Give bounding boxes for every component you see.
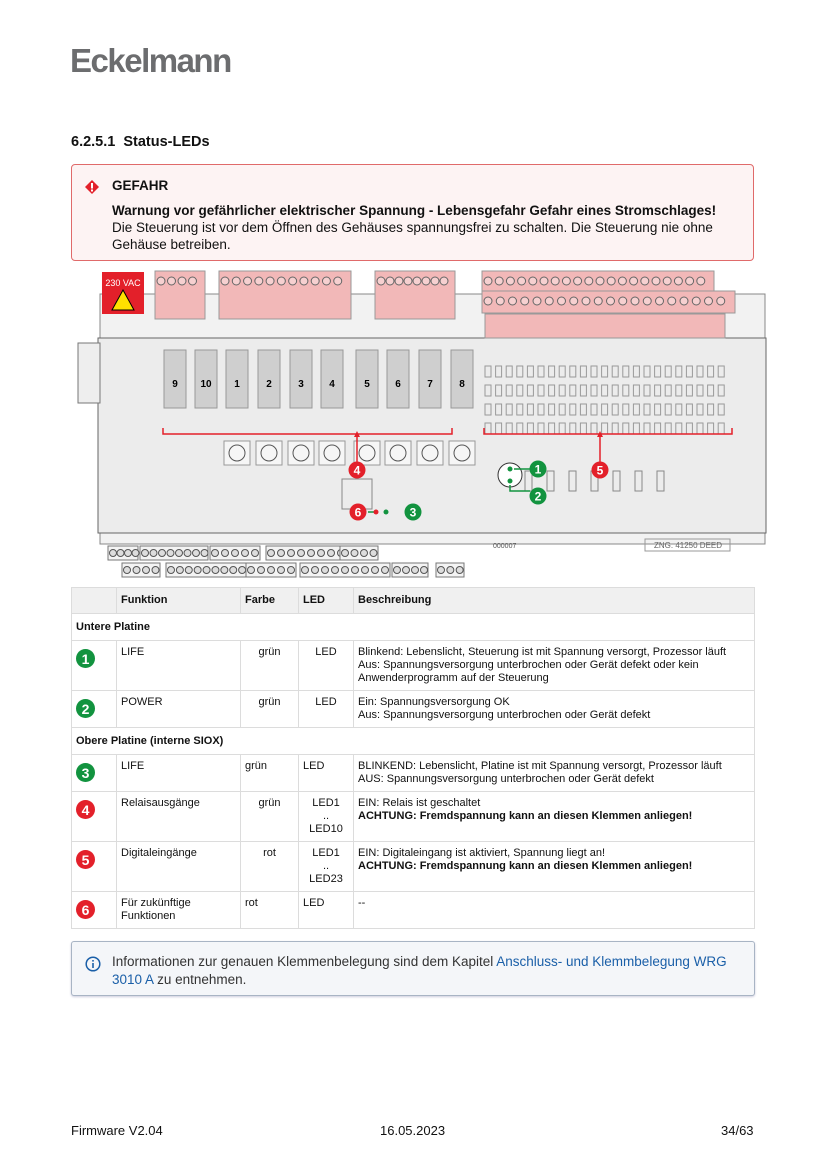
terminal-screw: [124, 567, 131, 574]
table-row: [72, 691, 755, 728]
column-header: LED: [299, 588, 354, 614]
callout-number: 4: [353, 463, 361, 478]
led-cell: LED: [299, 691, 354, 728]
chapter-link[interactable]: Anschluss- und Klemmbelegung WRG 3010 A: [112, 954, 727, 987]
part-number: ZNG. 41250 DEED: [654, 541, 723, 550]
callout-number: 1: [534, 462, 542, 477]
terminal-screw: [168, 567, 175, 574]
table-section-row: [72, 614, 755, 641]
life-led: [508, 467, 513, 472]
table-row: [72, 755, 755, 792]
terminal-screw: [311, 277, 319, 285]
terminal-screw: [386, 277, 394, 285]
terminal-screw: [322, 277, 330, 285]
funktion-cell: Relaisausgänge: [117, 792, 241, 842]
terminal-screw: [300, 277, 308, 285]
description-line: EIN: Relais ist geschaltet: [358, 797, 481, 809]
terminal-screw: [203, 567, 210, 574]
farbe-cell: rot: [241, 842, 299, 892]
description-cell: [354, 691, 755, 728]
relay-number: 10: [200, 379, 212, 390]
terminal-screw: [705, 297, 713, 305]
relay-number: 1: [234, 379, 240, 390]
section-label: Untere Platine: [72, 614, 755, 641]
callout-number: 3: [409, 505, 417, 520]
table-section-row: [72, 728, 755, 755]
terminal-screw: [362, 567, 369, 574]
terminal-screw: [168, 277, 176, 285]
terminal-screw: [370, 550, 377, 557]
terminal-screw: [244, 277, 252, 285]
terminal-screw: [352, 567, 359, 574]
table-row: [72, 641, 755, 691]
terminal-screw: [342, 550, 349, 557]
terminal-screw: [412, 567, 419, 574]
info-icon: [85, 956, 101, 972]
led-cell: LED: [299, 892, 354, 929]
terminal-screw: [382, 567, 389, 574]
info-text: Informationen zur genauen Klemmenbelegung sind dem Kapitel: [112, 954, 497, 969]
terminal-screw: [495, 277, 503, 285]
callout-badge: 2: [76, 699, 95, 718]
terminal-screw: [540, 277, 548, 285]
terminal-screw: [117, 550, 124, 557]
terminal-screw: [438, 567, 445, 574]
warning-line: ACHTUNG: Fremdspannung kann an diesen Klemmen anliegen!: [358, 860, 693, 872]
column-header: Beschreibung: [354, 588, 755, 614]
terminal-screw: [631, 297, 639, 305]
terminal-screw: [422, 277, 430, 285]
section-title: Status-LEDs: [123, 134, 210, 150]
terminal-screw: [318, 550, 325, 557]
table-row: [72, 842, 755, 892]
relay-number: 4: [329, 379, 335, 390]
description-cell: [354, 892, 755, 929]
column-header: Farbe: [241, 588, 299, 614]
terminal-screw: [194, 567, 201, 574]
terminal-screw: [159, 550, 166, 557]
terminal-screw: [178, 277, 186, 285]
danger-headline: Warnung vor gefährlicher elektrischer Spannung - Lebensgefahr Gefahr eines Stromschlages!: [112, 203, 717, 218]
description-cell: [354, 792, 755, 842]
led-cell: LED: [299, 755, 354, 792]
terminal-screw: [298, 550, 305, 557]
terminal-screw: [288, 550, 295, 557]
terminal-screw: [496, 297, 504, 305]
danger-title: GEFAHR: [112, 178, 169, 193]
callout-badge: 5: [76, 850, 95, 869]
terminal-screw: [334, 277, 342, 285]
funktion-cell: LIFE: [117, 755, 241, 792]
footer-date: 16.05.2023: [380, 1123, 446, 1138]
terminal-screw: [394, 567, 401, 574]
description-line: Aus: Spannungsversorgung unterbrochen oder Gerät defekt: [358, 709, 651, 721]
table-row: [72, 792, 755, 842]
terminal-screw: [221, 277, 229, 285]
terminal-screw: [431, 277, 439, 285]
terminal-screw: [521, 297, 529, 305]
description-cell: [354, 641, 755, 691]
terminal-screw: [618, 277, 626, 285]
terminal-screw: [332, 567, 339, 574]
terminal-screw: [692, 297, 700, 305]
relay-number: 2: [266, 379, 272, 390]
terminal-screw: [212, 567, 219, 574]
terminal-screw: [545, 297, 553, 305]
terminal-screw: [351, 550, 358, 557]
led-cell: LED1 .. LED23: [299, 842, 354, 892]
terminal-screw: [377, 277, 385, 285]
terminal-screw: [150, 550, 157, 557]
terminal-screw: [533, 297, 541, 305]
side-connector: [78, 343, 100, 403]
power-led: [508, 479, 513, 484]
led-cell: LED1 .. LED10: [299, 792, 354, 842]
terminal-screw: [125, 550, 132, 557]
section-label: Obere Platine (interne SIOX): [72, 728, 755, 755]
terminal-screw: [607, 297, 615, 305]
terminal-screw: [143, 567, 150, 574]
terminal-screw: [342, 567, 349, 574]
description-cell: [354, 842, 755, 892]
relay-number: 8: [459, 379, 465, 390]
terminal-screw: [518, 277, 526, 285]
footer-page: 34/63: [721, 1123, 754, 1138]
funktion-cell: POWER: [117, 691, 241, 728]
voltage-label: 230 VAC: [105, 278, 141, 288]
terminal-screw: [110, 550, 117, 557]
led-cell: LED: [299, 641, 354, 691]
terminal-screw: [268, 567, 275, 574]
description-cell: [354, 755, 755, 792]
terminal-screw: [239, 567, 246, 574]
callout-badge: 1: [76, 649, 95, 668]
terminal-screw: [619, 297, 627, 305]
terminal-screw: [558, 297, 566, 305]
terminal-screw: [404, 277, 412, 285]
terminal-screw: [551, 277, 559, 285]
terminal-screw: [222, 550, 229, 557]
terminal-screw: [596, 277, 604, 285]
farbe-cell: rot: [241, 892, 299, 929]
relay-number: 5: [364, 379, 370, 390]
terminal-screw: [717, 297, 725, 305]
terminal-screw: [403, 567, 410, 574]
terminal-screw: [440, 277, 448, 285]
terminal-screw: [248, 567, 255, 574]
funktion-cell: Für zukünftige Funktionen: [117, 892, 241, 929]
terminal-screw: [529, 277, 537, 285]
column-header: [72, 588, 117, 614]
terminal-screw: [630, 277, 638, 285]
info-suffix: zu entnehmen.: [153, 972, 247, 987]
terminal-screw: [288, 567, 295, 574]
eckelmann-logo: Eckelmann: [70, 42, 231, 79]
callout-badge: 6: [76, 900, 95, 919]
relay-number: 9: [172, 379, 178, 390]
terminal-screw: [312, 567, 319, 574]
terminal-screw: [193, 550, 200, 557]
terminal-screw: [252, 550, 259, 557]
future-led: [374, 510, 379, 515]
terminal-screw: [656, 297, 664, 305]
terminal-screw: [668, 297, 676, 305]
terminal-screw: [674, 277, 682, 285]
terminal-screw: [278, 550, 285, 557]
column-header: Funktion: [117, 588, 241, 614]
terminal-screw: [663, 277, 671, 285]
relay-number: 7: [427, 379, 433, 390]
section-heading: [71, 134, 210, 150]
terminal-screw: [242, 550, 249, 557]
terminal-screw: [167, 550, 174, 557]
terminal-screw: [680, 297, 688, 305]
terminal-screw: [562, 277, 570, 285]
terminal-screw: [361, 550, 368, 557]
terminal-screw: [607, 277, 615, 285]
terminal-screw: [302, 567, 309, 574]
terminal-screw: [509, 297, 517, 305]
relay-number: 6: [395, 379, 401, 390]
info-notice: [71, 941, 755, 996]
danger-notice: [71, 164, 754, 261]
description-line: Ein: Spannungsversorgung OK: [358, 696, 510, 708]
terminal-screw: [447, 567, 454, 574]
funktion-cell: LIFE: [117, 641, 241, 691]
serial-number: 000007: [493, 543, 517, 550]
terminal-screw: [132, 550, 139, 557]
callout-number: 6: [354, 505, 362, 520]
terminal-screw: [484, 277, 492, 285]
terminal-screw: [232, 550, 239, 557]
callout-badge: 4: [76, 800, 95, 819]
footer-firmware: Firmware V2.04: [71, 1123, 163, 1138]
terminal-screw: [184, 550, 191, 557]
status-led-table: [71, 587, 755, 929]
terminal-screw: [322, 567, 329, 574]
terminal-screw: [232, 277, 240, 285]
warning-line: ACHTUNG: Fremdspannung kann an diesen Klemmen anliegen!: [358, 810, 693, 822]
terminal-screw: [506, 277, 514, 285]
terminal-screw: [308, 550, 315, 557]
terminal-screw: [189, 277, 197, 285]
controller-diagram: [70, 266, 770, 584]
terminal-screw: [328, 550, 335, 557]
terminal-screw: [230, 567, 237, 574]
terminal-screw: [686, 277, 694, 285]
terminal-screw: [142, 550, 149, 557]
terminal-screw: [266, 277, 274, 285]
terminal-screw: [176, 567, 183, 574]
danger-icon: [85, 180, 99, 194]
terminal-block: [485, 314, 725, 338]
siox-life-led: [384, 510, 389, 515]
terminal-screw: [574, 277, 582, 285]
farbe-cell: grün: [241, 792, 299, 842]
description-line: --: [358, 897, 366, 909]
farbe-cell: grün: [241, 755, 299, 792]
relay-number: 3: [298, 379, 304, 390]
terminal-screw: [258, 567, 265, 574]
danger-text: Die Steuerung ist vor dem Öffnen des Gehäuses spannungsfrei zu schalten. Die Steuerung nie ohne Gehäuse betreiben.: [112, 220, 713, 252]
description-line: EIN: Digitaleingang ist aktiviert, Spannung liegt an!: [358, 847, 606, 859]
terminal-screw: [594, 297, 602, 305]
terminal-screw: [212, 550, 219, 557]
terminal-screw: [289, 277, 297, 285]
table-row: [72, 892, 755, 929]
terminal-screw: [157, 277, 165, 285]
funktion-cell: Digitaleingänge: [117, 842, 241, 892]
terminal-screw: [652, 277, 660, 285]
farbe-cell: grün: [241, 691, 299, 728]
terminal-screw: [201, 550, 208, 557]
terminal-screw: [641, 277, 649, 285]
farbe-cell: grün: [241, 641, 299, 691]
description-line: AUS: Spannungsversorgung unterbrochen oder Gerät defekt: [358, 773, 654, 785]
terminal-screw: [372, 567, 379, 574]
terminal-screw: [395, 277, 403, 285]
terminal-screw: [221, 567, 228, 574]
terminal-screw: [585, 277, 593, 285]
terminal-screw: [185, 567, 192, 574]
terminal-screw: [176, 550, 183, 557]
terminal-screw: [268, 550, 275, 557]
callout-number: 2: [534, 489, 542, 504]
terminal-screw: [255, 277, 263, 285]
terminal-screw: [278, 567, 285, 574]
terminal-screw: [582, 297, 590, 305]
callout-badge: 3: [76, 763, 95, 782]
callout-number: 5: [596, 463, 604, 478]
terminal-screw: [456, 567, 463, 574]
terminal-screw: [643, 297, 651, 305]
terminal-screw: [697, 277, 705, 285]
terminal-screw: [570, 297, 578, 305]
description-line: BLINKEND: Lebenslicht, Platine ist mit Spannung versorgt, Prozessor läuft: [358, 760, 722, 772]
terminal-screw: [484, 297, 492, 305]
section-number: 6.2.5.1: [71, 134, 116, 150]
terminal-screw: [413, 277, 421, 285]
terminal-screw: [152, 567, 159, 574]
description-line: Aus: Spannungsversorgung unterbrochen oder Gerät defekt oder kein Anwenderprogramm auf der Steuerung: [358, 659, 699, 684]
terminal-screw: [421, 567, 428, 574]
terminal-screw: [277, 277, 285, 285]
description-line: Blinkend: Lebenslicht, Steuerung ist mit Spannung versorgt, Prozessor läuft: [358, 646, 727, 658]
terminal-screw: [133, 567, 140, 574]
